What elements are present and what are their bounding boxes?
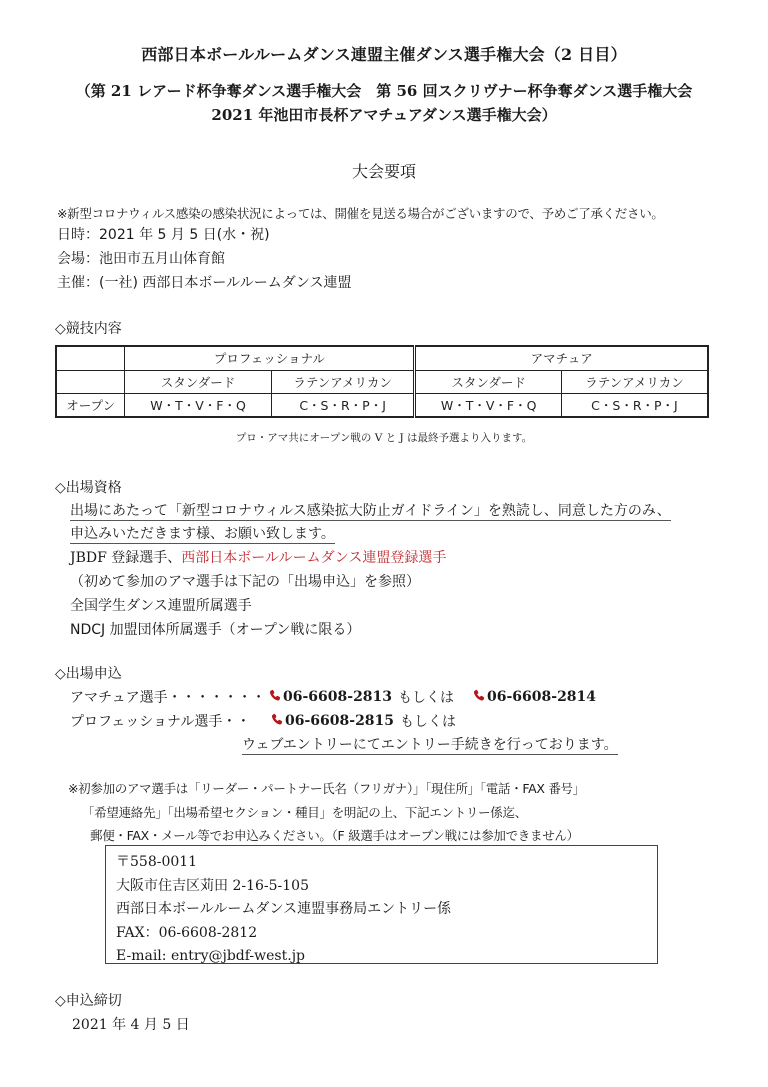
- postal-code: 〒558-0011: [116, 854, 198, 870]
- dance-list-cell: W・T・V・F・Q: [125, 393, 272, 417]
- deadline-date: 2021 年 4 月 5 日: [72, 1017, 190, 1033]
- subtitle-line-2: 2021 年池田市長杯アマチュアダンス選手権大会）: [211, 106, 557, 124]
- phone-receiver-icon: [270, 712, 284, 727]
- application-heading: ◇出場申込: [55, 666, 122, 682]
- competition-table: [55, 345, 709, 418]
- guideline-text-line-1: 出場にあたって「新型コロナウィルス感染拡大防止ガイドライン」を熟読し、同意した方のみ、: [70, 503, 671, 519]
- phone-receiver-icon: [268, 688, 282, 703]
- dance-list-cell: W・T・V・F・Q: [415, 393, 562, 417]
- group-header-pro: プロフェッショナル: [125, 346, 415, 370]
- dance-list-cell: C・S・R・P・J: [271, 393, 415, 417]
- amateur-phone-1[interactable]: 06-6608-2813: [268, 686, 392, 705]
- covid-notice: ※新型コロナウィルス感染の感染状況によっては、開催を見送る場合がございますので、予めご了承ください。: [57, 206, 664, 221]
- pro-contact: [70, 711, 250, 731]
- jbdf-eligibility: [70, 547, 446, 567]
- style-header: スタンダード: [415, 370, 562, 393]
- table-row-groups: [56, 346, 708, 370]
- style-header: ラテンアメリカン: [271, 370, 415, 393]
- pro-phone[interactable]: 06-6608-2815: [270, 710, 394, 729]
- office-name: 西部日本ボールルームダンス連盟事務局エントリー係: [116, 901, 452, 917]
- row-label: オープン: [56, 393, 125, 417]
- style-header: ラテンアメリカン: [561, 370, 708, 393]
- or-text: もしくは: [398, 690, 454, 706]
- dance-list-cell: C・S・R・P・J: [561, 393, 708, 417]
- first-time-instructions-line-3: 郵便・FAX・メール等でお申込みください。（F 級選手はオープン戦には参加できません）: [90, 828, 579, 843]
- ndcj-eligibility: NDCJ 加盟団体所属選手（オープン戦に限る）: [70, 622, 361, 638]
- table-row-styles: [56, 370, 708, 393]
- event-organizer: 主催：(一社) 西部日本ボールルームダンス連盟: [57, 275, 352, 291]
- table-row: [56, 393, 708, 417]
- table-note: プロ・アマ共にオープン戦の V と J は最終予選より入ります。: [235, 432, 533, 444]
- deadline-heading: ◇申込締切: [55, 993, 122, 1009]
- jbdf-prefix: JBDF 登録選手、: [70, 550, 182, 566]
- event-venue: 会場：池田市五月山体育館: [57, 251, 225, 267]
- overview-heading: 大会要項: [351, 162, 416, 181]
- event-date: 日時：2021 年 5 月 5 日(水・祝): [57, 227, 270, 243]
- table-corner-cell: [56, 346, 125, 370]
- amateur-contact: [70, 687, 266, 707]
- first-time-instructions-line-1: ※初参加のアマ選手は「リーダー・パートナー氏名（フリガナ）」「現住所」「電話・FAX 番号」: [68, 781, 585, 796]
- group-header-amateur: アマチュア: [415, 346, 708, 370]
- competition-heading: ◇競技内容: [55, 321, 122, 337]
- table-empty-cell: [56, 370, 125, 393]
- style-header: スタンダード: [125, 370, 272, 393]
- first-time-instructions-line-2: 「希望連絡先」「出場希望セクション・種目」を明記の上、下記エントリー係迄、: [82, 805, 527, 820]
- student-eligibility: 全国学生ダンス連盟所属選手: [70, 598, 252, 614]
- or-text: もしくは: [400, 714, 456, 730]
- phone-receiver-icon: [472, 688, 486, 703]
- subtitle-line-1: （第 21 レアード杯争奪ダンス選手権大会 第 56 回スクリヴナー杯争奪ダンス選手権大会: [75, 82, 693, 100]
- amateur-label: アマチュア選手・・・・・・・: [70, 690, 266, 706]
- first-time-note: （初めて参加のアマ選手は下記の「出場申込」を参照）: [70, 574, 420, 590]
- amateur-phone-2[interactable]: 06-6608-2814: [472, 686, 596, 705]
- guideline-text-line-2: 申込みいただきます様、お願い致します。: [70, 526, 335, 542]
- eligibility-heading: ◇出場資格: [55, 480, 122, 496]
- page-title: 西部日本ボールルームダンス連盟主催ダンス選手権大会（2 日目）: [141, 45, 627, 64]
- fax-number: FAX：06-6608-2812: [116, 924, 258, 941]
- street-address: 大阪市住吉区苅田 2-16-5-105: [116, 877, 309, 894]
- entry-address-box: [105, 845, 658, 964]
- email-address[interactable]: E-mail: entry@jbdf-west.jp: [116, 948, 305, 964]
- west-japan-registered: 西部日本ボールルームダンス連盟登録選手: [181, 550, 447, 566]
- web-entry-link[interactable]: ウェブエントリーにてエントリー手続きを行っております。: [242, 737, 618, 753]
- pro-label: プロフェッショナル選手・・: [70, 714, 251, 730]
